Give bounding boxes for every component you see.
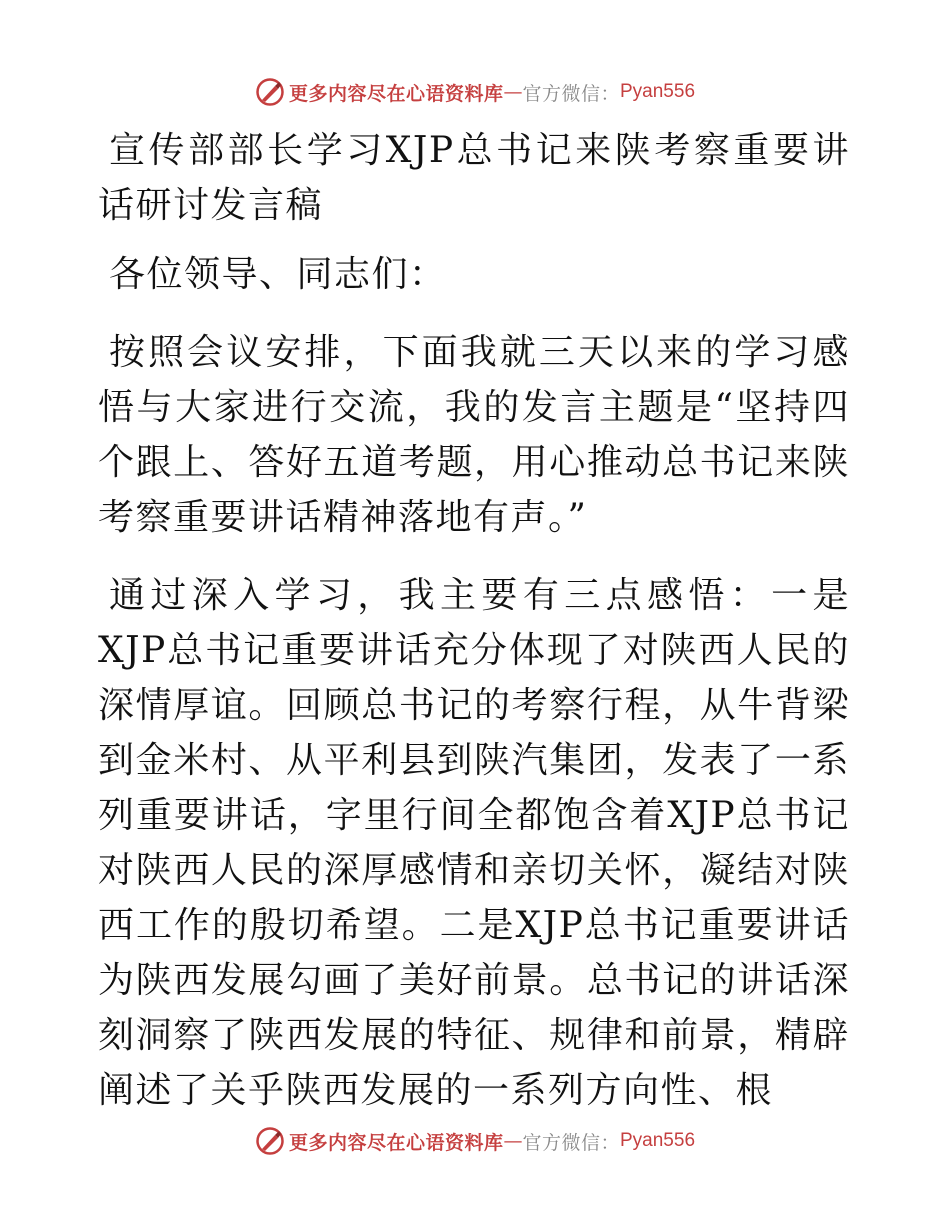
- paragraph-2: 通过深入学习，我主要有三点感悟：一是XJP总书记重要讲话充分体现了对陕西人民的深情厚谊。回顾总书记的考察行程，从牛背梁到金米村、从平利县到陕汽集团，发表了一系列重要讲话，字里行间全都饱含着XJP总书记对陕西人民的深厚感情和亲切关怀，凝结对陕西工作的殷切希望。二是XJP总书记重要讲话为陕西发展勾画了美好前景。总书记的讲话深刻洞察了陕西发展的特征、规律和前景，精辟阐述了关乎陕西发展的一系列方向性、根: [98, 575, 850, 1111]
- watermark-official: 官方微信：: [522, 82, 620, 105]
- paragraph-1: 按照会议安排，下面我就三天以来的学习感悟与大家进行交流，我的发言主题是“坚持四个跟上、答好五道考题，用心推动总书记来陕考察重要讲话精神落地有声。”: [98, 332, 850, 538]
- header-watermark: [0, 72, 950, 112]
- watermark-separator: —: [503, 81, 523, 103]
- document-salutation: 各位领导、同志们：: [109, 254, 447, 295]
- watermark-brand: 更多内容尽在心语资料库: [288, 82, 504, 105]
- watermark-handle: Pyan556: [620, 81, 696, 102]
- footer-watermark: [0, 1121, 950, 1161]
- watermark-handle: Pyan556: [620, 1130, 696, 1151]
- watermark-brand: 更多内容尽在心语资料库: [288, 1131, 504, 1154]
- pen-logo-icon: [255, 1126, 285, 1156]
- document-body: [98, 123, 850, 1141]
- watermark-official: 官方微信：: [522, 1131, 620, 1154]
- watermark-separator: —: [503, 1130, 523, 1152]
- pen-logo-icon: [255, 77, 285, 107]
- document-title: 宣传部部长学习XJP总书记来陕考察重要讲话研讨发言稿: [98, 130, 850, 226]
